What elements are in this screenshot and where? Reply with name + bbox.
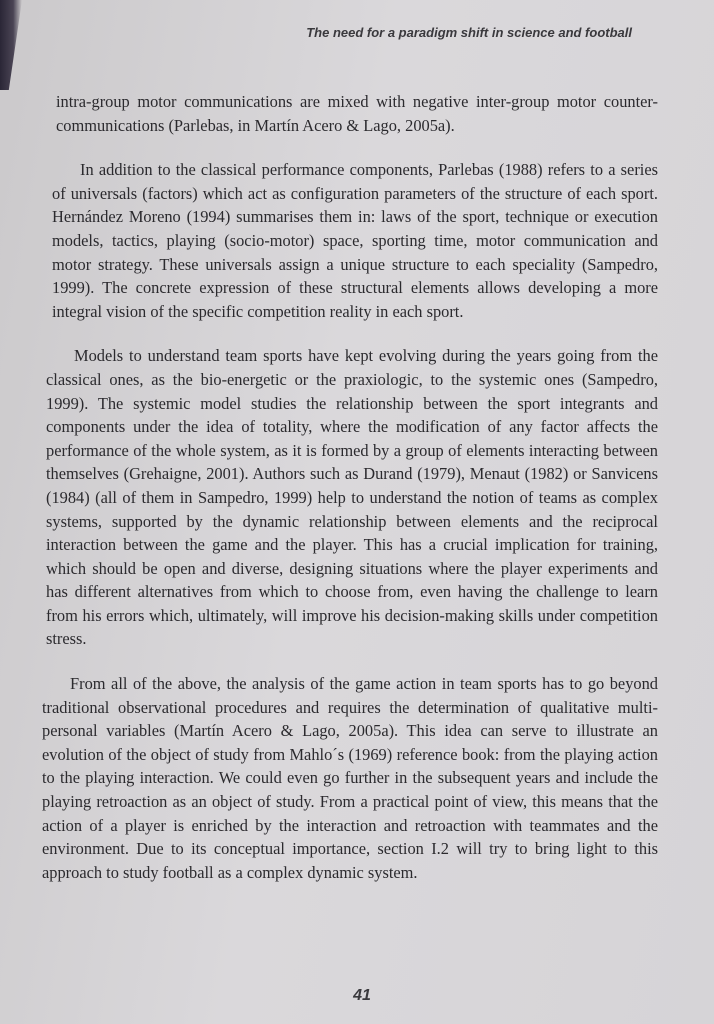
page-edge-shadow (0, 0, 22, 90)
paragraph-conclusion: From all of the above, the analysis of the game action in team sports has to go beyond traditional observational procedures and requires the determination of qualitative multi-personal variables (Martín Acero & Lago, 2005a). This idea can serve to illustrate an evolution of the object of study from Mahlo´s (1969) reference book: from the playing action to the playing interaction. We could even go further in the subsequent years and include the playing retroaction as an object of study. From a practical point of view, this means that the action of a player is enriched by the interaction and retroaction with teammates and the environment. Due to its conceptual importance, section I.2 will try to bring light to this approach to study football as a complex dynamic system. (42, 674, 658, 882)
body-text (42, 90, 658, 905)
paragraph-continued: intra-group motor communications are mixed with negative inter-group motor counter-communications (Parlebas, in Martín Acero & Lago, 2005a). (56, 92, 658, 135)
paragraph-universals: In addition to the classical performance components, Parlebas (1988) refers to a series of universals (factors) which act as configuration parameters of the structure of each sport. Hernández Moreno (1994) summarises them in: laws of the sport, technique or execution models, tactics, playing (socio-motor) space, sporting time, motor communication and motor strategy. These universals assign a unique structure to each speciality (Sampedro, 1999). The concrete expression of these structural elements allows developing a more integral vision of the specific competition reality in each sport. (52, 160, 658, 321)
page-number: 41 (353, 987, 371, 1004)
running-head: The need for a paradigm shift in science and football (306, 25, 632, 40)
paragraph-models: Models to understand team sports have kept evolving during the years going from the classical ones, as the bio-energetic or the praxiologic, to the systemic ones (Sampedro, 1999). The systemic model studies the relationship between the sport integrants and components under the idea of totality, where the modification of any factor affects the performance of the whole system, as it is formed by a group of elements interacting between themselves (Grehaigne, 2001). Authors such as Durand (1979), Menaut (1982) or Sanvicens (1984) (all of them in Sampedro, 1999) help to understand the notion of teams as complex systems, supported by the dynamic relationship between elements and the reciprocal interaction between the game and the player. This has a crucial implication for training, which should be open and diverse, designing situations where the player experiments and has different alternatives from which to choose from, even having the challenge to learn from his errors which, ultimately, will improve his decision-making skills under competition stress. (46, 346, 658, 649)
